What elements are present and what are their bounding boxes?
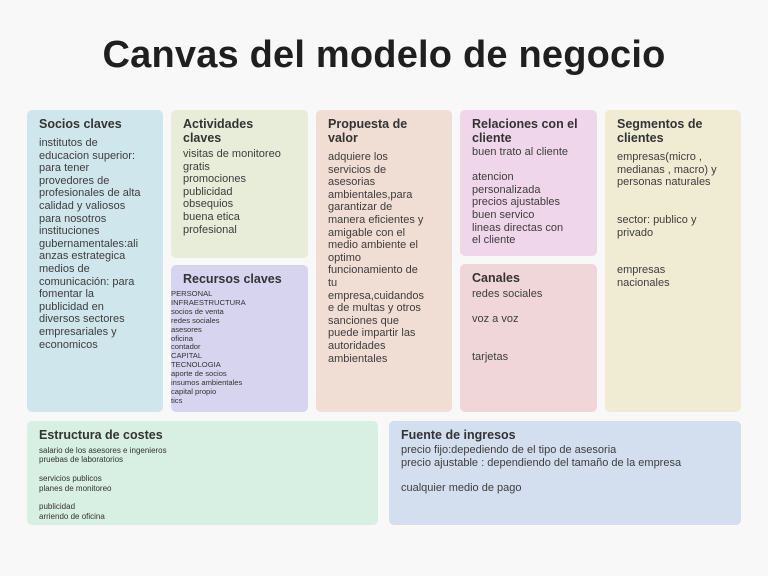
actividades-claves-text: visitas de monitoreo gratis promociones publicidad obsequios buena etica profesional	[183, 148, 281, 236]
recursos-claves-text: PERSONAL INFRAESTRUCTURA socios de venta redes sociales asesores oficina contador CAPITAL TECNOLOGIA aporte de socios insumos ambientales capital propio tics	[171, 289, 246, 405]
canales-text: redes sociales voz a voz tarjetas	[472, 288, 543, 363]
propuesta-valor-block	[316, 110, 452, 412]
segmentos-clientes-heading: Segmentos de clientes	[617, 117, 703, 145]
estructura-costes-heading: Estructura de costes	[39, 428, 163, 442]
canales-heading: Canales	[472, 271, 520, 285]
relaciones-cliente-block	[460, 110, 597, 256]
canales-block	[460, 264, 597, 412]
socios-claves-heading: Socios claves	[39, 117, 122, 131]
recursos-claves-heading: Recursos claves	[183, 272, 282, 286]
socios-claves-block	[27, 110, 163, 412]
recursos-claves-block	[171, 265, 308, 412]
propuesta-valor-heading: Propuesta de valor	[328, 117, 408, 145]
estructura-costes-block	[27, 421, 378, 525]
fuente-ingresos-text: precio fijo:depediendo de el tipo de asesoria precio ajustable : dependiendo del tamaño de la empresa cualquier medio de pago	[401, 444, 682, 494]
relaciones-cliente-heading: Relaciones con el cliente	[472, 117, 578, 145]
fuente-ingresos-block	[389, 421, 741, 525]
fuente-ingresos-heading: Fuente de ingresos	[401, 428, 516, 442]
segmentos-clientes-block	[605, 110, 741, 412]
segmentos-clientes-text: empresas(micro , medianas , macro) y personas naturales sector: publico y privado empresas nacionales	[617, 151, 717, 289]
relaciones-cliente-text: buen trato al cliente atencion personalizada precios ajustables buen servico lineas directas con el cliente	[472, 146, 569, 247]
page-title: Canvas del modelo de negocio	[102, 34, 666, 76]
actividades-claves-block	[171, 110, 308, 258]
propuesta-valor-text: adquiere los servicios de asesorias ambientales,para garantizar de manera eficientes y amigable con el medio ambiente el optimo funcionamiento de tu empresa,cuidandos e de multas y otros sanciones que puede impartir las autoridades ambientales	[328, 151, 425, 365]
actividades-claves-heading: Actividades claves	[183, 117, 254, 145]
socios-claves-text: institutos de educacion superior: para tener provedores de profesionales de alta calidad y valiosos para nosotros instituciones gubernamentales:ali anzas estrategica medios de comunicación: para fomentar la publicidad en diversos sectores empresariales y economicos	[39, 137, 141, 351]
estructura-costes-text: salario de los asesores e ingenieros pruebas de laboratorios servicios publicos planes de monitoreo publicidad arriendo de oficina	[39, 446, 167, 521]
